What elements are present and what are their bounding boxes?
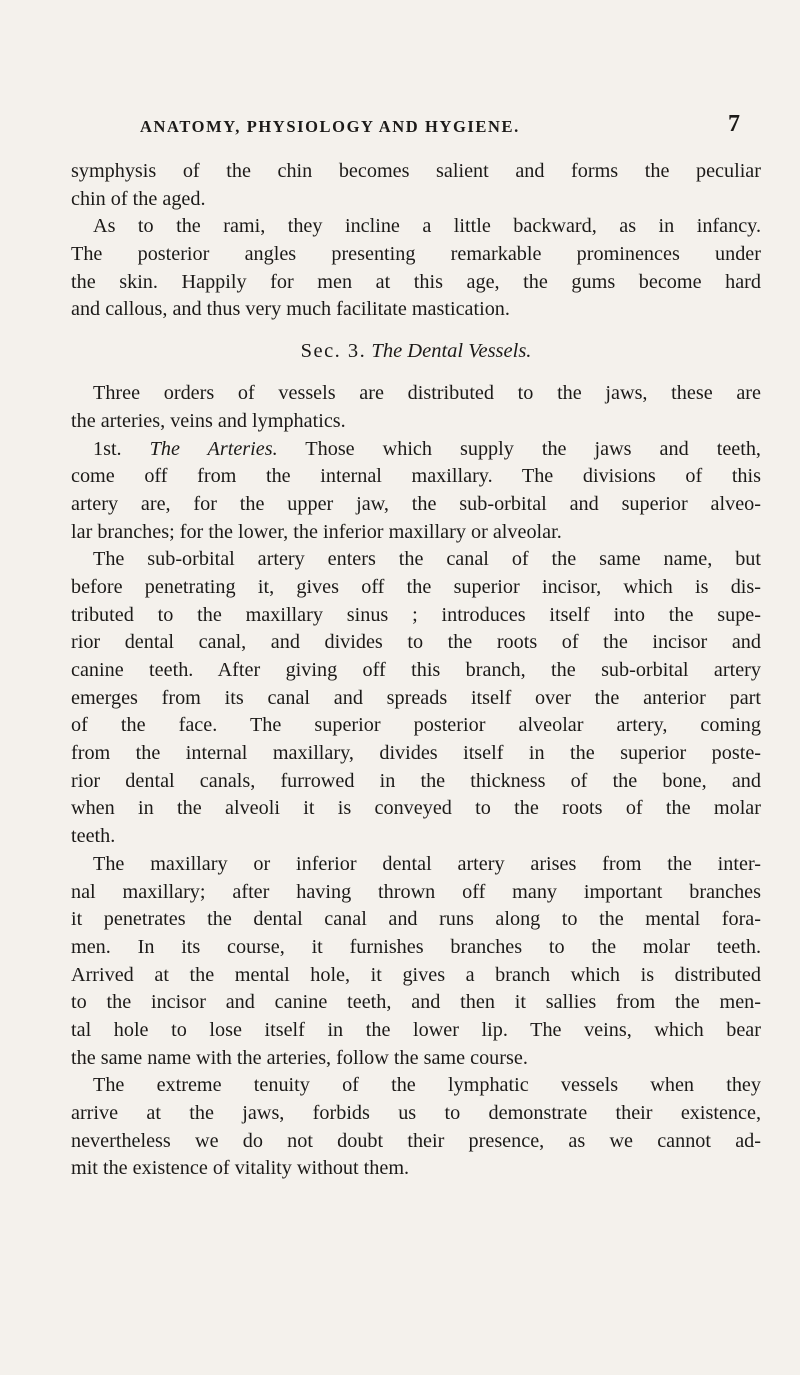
text-line: nal maxillary; after having thrown off many important branches — [71, 880, 761, 903]
text-line: arrive at the jaws, forbids us to demonstrate their existence, — [71, 1102, 761, 1124]
text-line: Arrived at the mental hole, it gives a branch which is distributed — [71, 963, 761, 986]
text-line: to the incisor and canine teeth, and then it sallies from the men- — [71, 991, 761, 1014]
paragraph-6 — [71, 851, 761, 1073]
page-header — [140, 111, 740, 141]
text-line: and callous, and thus very much facilitate mastication. — [71, 298, 510, 321]
paragraph-2 — [71, 213, 761, 324]
text-line: from the internal maxillary, divides itself in the superior poste- — [71, 742, 761, 765]
text-line: lar branches; for the lower, the inferior maxillary or alveolar. — [71, 520, 562, 543]
paragraph-3 — [71, 380, 761, 435]
arteries-lead: 1st. — [93, 437, 122, 460]
arteries-first-line: Those which supply the jaws and teeth, — [305, 437, 761, 460]
text-line: The posterior angles presenting remarkable prominences under — [71, 243, 761, 266]
text-line — [71, 436, 761, 464]
text-line: when in the alveoli it is conveyed to the roots of the molar — [71, 797, 761, 820]
running-head: ANATOMY, PHYSIOLOGY AND HYGIENE. — [140, 117, 520, 136]
text-line: emerges from its canal and spreads itself over the anterior part — [71, 686, 761, 709]
section-title: The Dental Vessels. — [371, 340, 532, 363]
page-number: 7 — [728, 111, 740, 137]
text-line: The maxillary or inferior dental artery arises from the inter- — [93, 852, 761, 875]
text-line: the arteries, veins and lymphatics. — [71, 409, 346, 432]
text-line: tal hole to lose itself in the lower lip. The veins, which bear — [71, 1018, 761, 1041]
text-line: chin of the aged. — [71, 187, 206, 210]
text-line: symphysis of the chin becomes salient and forms the peculiar — [71, 160, 761, 182]
text-line: Three orders of vessels are distributed to the jaws, these are — [93, 382, 761, 405]
text-line: teeth. — [71, 825, 116, 848]
text-line: of the face. The superior posterior alveolar artery, coming — [71, 714, 761, 737]
text-line: artery are, for the upper jaw, the sub-orbital and superior alveo- — [71, 492, 761, 515]
text-line: nevertheless we do not doubt their presence, as we cannot ad- — [71, 1129, 761, 1152]
text-line: As to the rami, they incline a little backward, as in infancy. — [93, 215, 761, 238]
paragraph-5 — [71, 546, 761, 851]
text-line: the same name with the arteries, follow the same course. — [71, 1046, 528, 1069]
text-line: it penetrates the dental canal and runs along to the mental fora- — [71, 908, 761, 931]
text-line: mit the existence of vitality without them. — [71, 1157, 410, 1180]
paragraph-4 — [71, 436, 761, 547]
text-line: The sub-orbital artery enters the canal of the same name, but — [93, 548, 761, 571]
text-line: rior dental canals, furrowed in the thickness of the bone, and — [71, 769, 761, 792]
text-line: the skin. Happily for men at this age, the gums become hard — [71, 270, 761, 293]
text-line: canine teeth. After giving off this branch, the sub-orbital artery — [71, 659, 761, 681]
section-number: Sec. 3. — [300, 340, 367, 363]
text-line: rior dental canal, and divides to the roots of the incisor and — [71, 631, 761, 654]
text-line: men. In its course, it furnishes branches to the molar teeth. — [71, 935, 761, 958]
text-line: before penetrating it, gives off the superior incisor, which is dis- — [71, 575, 761, 598]
section-heading — [71, 338, 761, 366]
paragraph-7 — [71, 1072, 761, 1183]
paragraph-1 — [71, 158, 761, 213]
arteries-heading: The Arteries. — [149, 437, 278, 460]
text-line: tributed to the maxillary sinus ; introduces itself into the supe- — [71, 603, 761, 626]
text-line: The extreme tenuity of the lymphatic vessels when they — [93, 1074, 761, 1097]
body-text — [71, 158, 761, 1183]
text-line: come off from the internal maxillary. The divisions of this — [71, 465, 761, 488]
